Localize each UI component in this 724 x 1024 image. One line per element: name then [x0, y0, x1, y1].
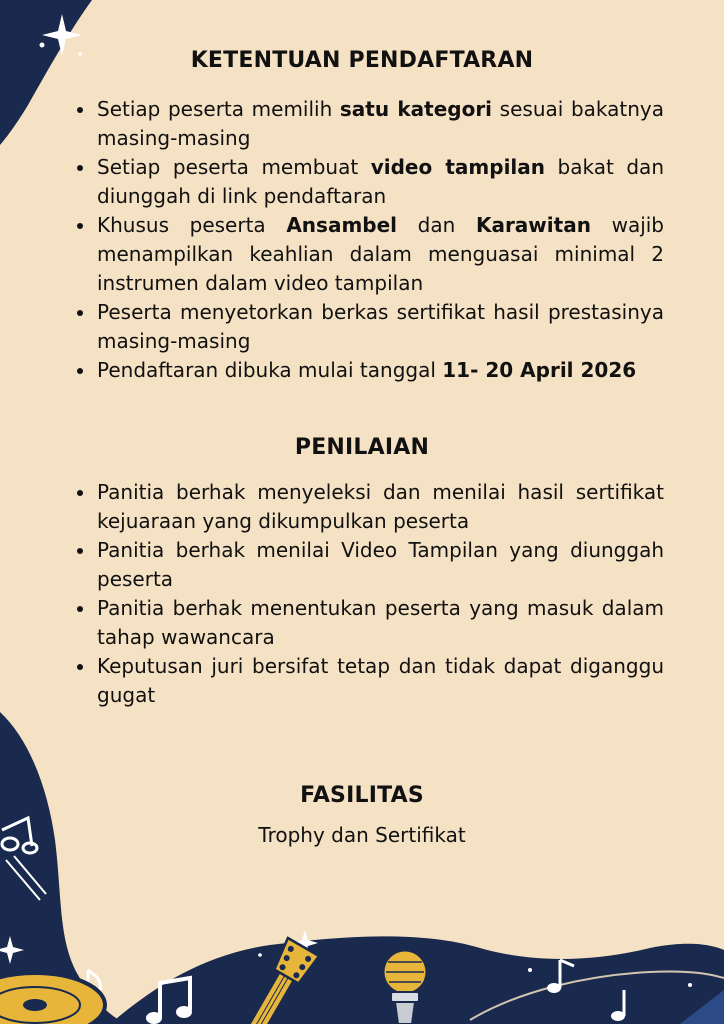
text-run: Khusus peserta	[97, 213, 287, 237]
bold-text: satu kategori	[339, 97, 493, 121]
bold-text: video tampilan	[370, 155, 546, 179]
list-item	[97, 211, 664, 298]
section-title-registration: KETENTUAN PENDAFTARAN	[190, 48, 534, 73]
list-item	[97, 153, 664, 211]
text-run: Panitia berhak menilai Video Tampilan yang diunggah peserta	[97, 538, 664, 591]
registration-list	[97, 95, 664, 385]
text-run: bakat dan diunggah di link pendaftaran	[97, 155, 664, 208]
list-item	[97, 478, 664, 536]
section-title-assessment: PENILAIAN	[294, 435, 430, 460]
bold-text: Ansambel	[286, 213, 398, 237]
assessment-list	[97, 478, 664, 710]
text-run: Peserta menyetorkan berkas sertifikat hasil prestasinya masing-masing	[97, 300, 664, 353]
list-item	[97, 95, 664, 153]
list-item	[97, 594, 664, 652]
text-run: dan	[397, 213, 476, 237]
text-run: sesuai bakatnya masing-masing	[97, 97, 664, 150]
text-run: wajib menampilkan keahlian dalam menguasai minimal 2 instrumen dalam video tampilan	[97, 213, 665, 295]
bold-text: Karawitan	[475, 213, 591, 237]
list-item	[97, 536, 664, 594]
text-run: Keputusan juri bersifat tetap dan tidak dapat diganggu gugat	[97, 654, 664, 707]
bold-text: 11- 20 April 2026	[442, 358, 637, 382]
text-run: Setiap peserta membuat	[97, 155, 371, 179]
text-run: Panitia berhak menentukan peserta yang masuk dalam tahap wawancara	[97, 596, 664, 649]
text-run: Setiap peserta memilih	[97, 97, 340, 121]
list-item	[97, 356, 664, 385]
section-title-facilities: FASILITAS	[300, 783, 424, 808]
text-run: Panitia berhak menyeleksi dan menilai hasil sertifikat kejuaraan yang dikumpulkan peserta	[97, 480, 664, 533]
facilities-text: Trophy dan Sertifikat	[258, 823, 466, 847]
list-item	[97, 652, 664, 710]
text-run: Pendaftaran dibuka mulai tanggal	[97, 358, 443, 382]
list-item	[97, 298, 664, 356]
